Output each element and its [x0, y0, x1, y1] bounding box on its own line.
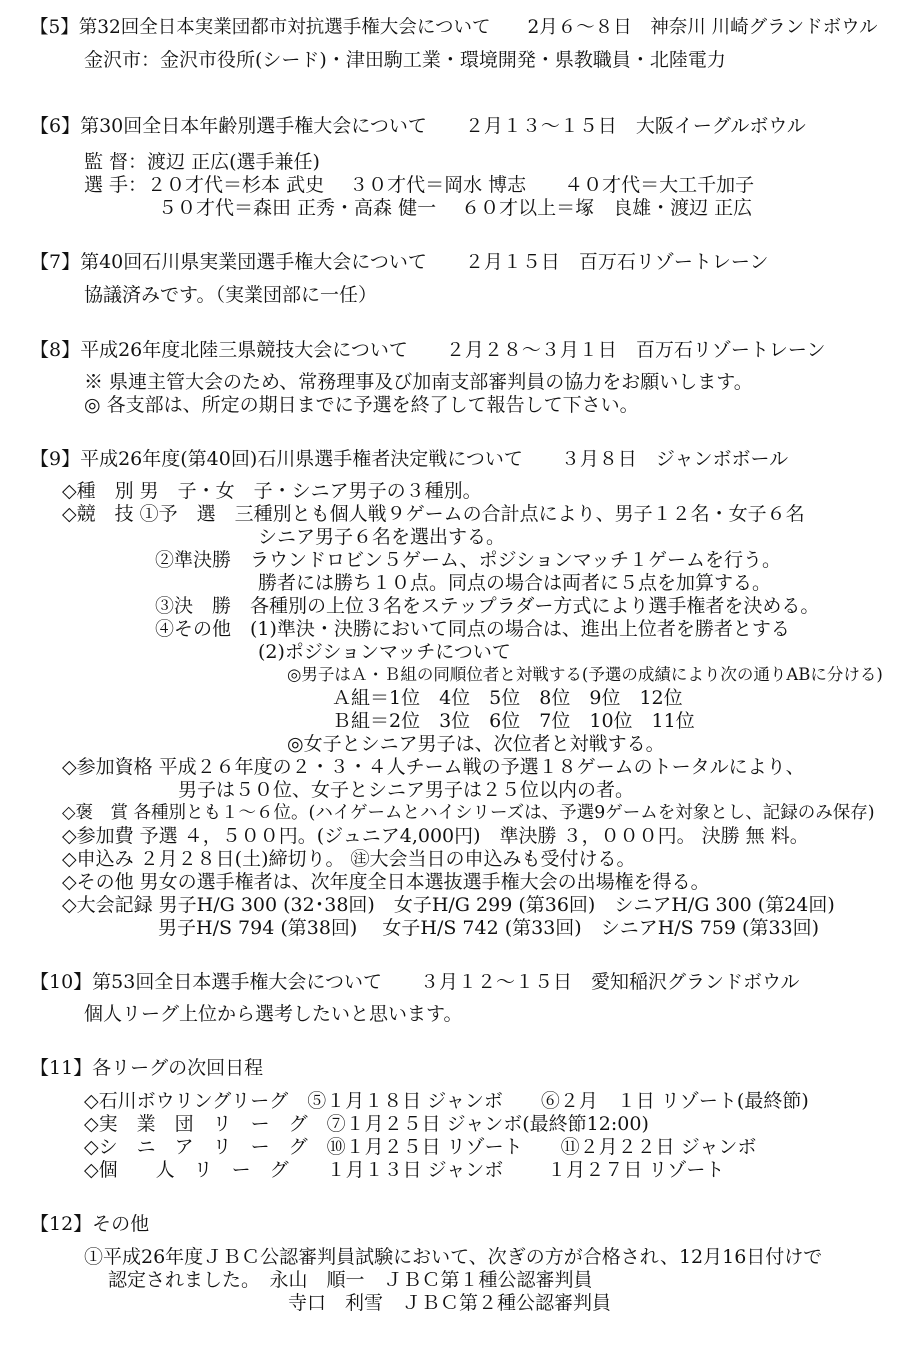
text-line: 個人リーグ上位から選考したいと思います。	[84, 1003, 463, 1025]
text-line: ◇実 業 団 リ ー グ ⑦１月２５日 ジャンボ(最終節12:00)	[84, 1113, 649, 1135]
text-line: 【11】各リーグの次回日程	[30, 1057, 264, 1079]
text-line: 監 督：渡辺 正広(選手兼任)	[84, 151, 320, 173]
text-line: ◎ 各支部は、所定の期日までに予選を終了して報告して下さい。	[84, 394, 639, 416]
text-line: 勝者には勝ち１０点。同点の場合は両者に５点を加算する。	[258, 572, 772, 594]
text-line: Ｂ組＝2位 3位 6位 7位 10位 11位	[332, 710, 695, 732]
text-line: ◇参加費 予選 ４，５００円。(ジュニア4,000円) 準決勝 ３，０００円。 決勝 無 料。	[62, 825, 809, 847]
text-line: ◇個 人 リ ー グ １月１３日 ジャンボ １月２７日 リゾート	[84, 1159, 725, 1181]
text-line: ①平成26年度ＪＢＣ公認審判員試験において、次ぎの方が合格され、12月16日付けで	[84, 1246, 823, 1268]
text-line: ５０才代＝森田 正秀・高森 健一 ６０才以上＝塚 良雄・渡辺 正広	[158, 197, 753, 219]
text-line: ◇その他 男女の選手権者は、次年度全日本選抜選手権大会の出場権を得る。	[62, 871, 710, 893]
text-line: ◇参加資格 平成２６年度の２・３・４人チーム戦の予選１８ゲームのトータルにより、	[62, 756, 805, 778]
text-line: ③決 勝 各種別の上位３名をステップラダー方式により選手権者を決める。	[155, 595, 820, 617]
text-line: ◇褒 賞 各種別とも１～６位。(ハイゲームとハイシリーズは、予選9ゲームを対象とし、記録のみ保存)	[62, 803, 875, 823]
text-line: 男子は５０位、女子とシニア男子は２５位以内の者。	[178, 779, 635, 801]
text-line: シニア男子６名を選出する。	[258, 526, 506, 548]
text-line: 【8】平成26年度北陸三県競技大会について ２月２８～３月１日 百万石リゾートレーン	[30, 339, 826, 361]
text-line: 認定されました。 永山 順一 ＪＢＣ第１種公認審判員	[108, 1269, 593, 1291]
text-line: 選 手：２０才代＝杉本 武史 ３０才代＝岡水 博志 ４０才代＝大工千加子	[84, 174, 755, 196]
text-line: 【12】その他	[30, 1213, 150, 1235]
text-line: 男子H/S 794 (第38回) 女子H/S 742 (第33回) シニアH/S 759 (第33回)	[158, 917, 820, 939]
text-line: ◎男子はＡ・Ｂ組の同順位者と対戦する(予選の成績により次の通りABに分ける)	[287, 665, 883, 684]
text-line: 【6】第30回全日本年齢別選手権大会について ２月１３～１５日 大阪イーグルボウル	[30, 115, 806, 137]
text-line: 【5】第32回全日本実業団都市対抗選手権大会について 2月６～８日 神奈川 川崎グランドボウル	[30, 17, 878, 38]
text-line: ◇石川ボウリングリーグ ⑤１月１８日 ジャンボ ⑥２月 １日 リゾート(最終節)	[84, 1090, 809, 1112]
text-line: ◇種 別 男 子・女 子・シニア男子の３種別。	[62, 480, 482, 502]
text-line: 寺口 利雪 ＪＢＣ第２種公認審判員	[288, 1292, 612, 1314]
text-line: 【10】第53回全日本選手権大会について ３月１２～１５日 愛知稲沢グランドボウル	[30, 971, 800, 993]
text-line: (2)ポジションマッチについて	[258, 641, 511, 663]
text-line: ◇シ ニ ア リ ー グ ⑩１月２５日 リゾート ⑪２月２２日 ジャンボ	[84, 1136, 757, 1158]
text-line: 【7】第40回石川県実業団選手権大会について ２月１５日 百万石リゾートレーン	[30, 251, 769, 273]
text-line: ◎女子とシニア男子は、次位者と対戦する。	[287, 733, 665, 755]
text-line: 協議済みです。（実業団部に一任）	[84, 284, 377, 306]
text-line: ◇申込み ２月２８日(土)締切り。 ㊟大会当日の申込みも受付ける。	[62, 848, 636, 870]
text-line: ◇大会記録 男子H/G 300 (32･38回) 女子H/G 299 (第36回) シニアH/G 300 (第24回)	[62, 894, 835, 916]
text-line: ④その他 (1)準決・決勝において同点の場合は、進出上位者を勝者とする	[155, 618, 790, 640]
text-line: 【9】平成26年度(第40回)石川県選手権者決定戦について ３月８日 ジャンボボール	[30, 448, 789, 470]
text-line: ◇競 技 ①予 選 三種別とも個人戦９ゲームの合計点により、男子１２名・女子６名	[62, 503, 805, 525]
text-line: ②準決勝 ラウンドロビン５ゲーム、ポジションマッチ１ゲームを行う。	[155, 549, 781, 571]
text-line: 金沢市：金沢市役所(シード)・津田駒工業・環境開発・県教職員・北陸電力	[84, 49, 726, 71]
text-line: ※ 県連主管大会のため、常務理事及び加南支部審判員の協力をお願いします。	[84, 371, 753, 393]
text-line: Ａ組＝1位 4位 5位 8位 9位 12位	[332, 687, 683, 709]
